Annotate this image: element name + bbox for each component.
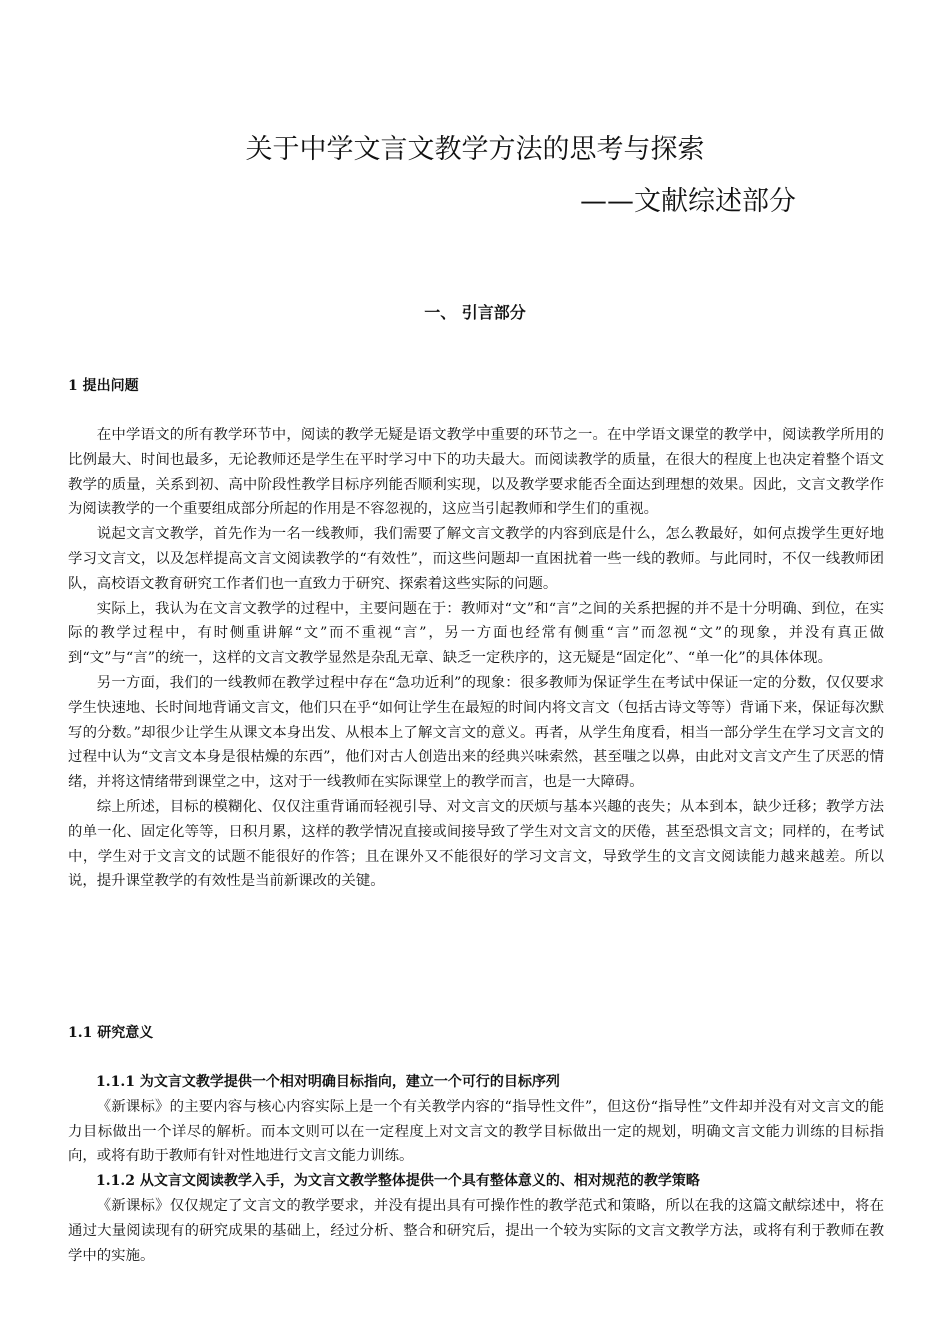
document-subtitle: ——文献综述部分 bbox=[580, 186, 796, 217]
paragraph: 综上所述，目标的模糊化、仅仅注重背诵而轻视引导、对文言文的厌烦与基本兴趣的丧失；从本到本，缺少迁移；教学方法的单一化、固定化等等，日积月累，这样的教学情况直接或间接导致了学生对文言文的厌倦，甚至恐惧文言文；同样的，在考试中，学生对于文言文的试题不能很好的作答；且在课外又不能很好的学习文言文，导致学生的文言文阅读能力越来越差。所以说，提升课堂教学的有效性是当前新课改的关键。 bbox=[68, 798, 884, 890]
paragraph: 说起文言文教学，首先作为一名一线教师，我们需要了解文言文教学的内容到底是什么，怎么教最好，如何点拨学生更好地学习文言文，以及怎样提高文言文阅读教学的“有效性”，而这些问题却一直困扰着一些一线的教师。与此同时，不仅一线教师团队，高校语文教育研究工作者们也一直致力于研究、探索着这些实际的问题。 bbox=[68, 526, 884, 592]
paragraph: 另一方面，我们的一线教师在教学过程中存在“急功近利”的现象：很多教师为保证学生在考试中保证一定的分数，仅仅要求学生快速地、长时间地背诵文言文，他们只在乎“如何让学生在最短的时间内将文言文（包括古诗文等等）背诵下来，保证每次默写的分数。”却很少让学生从课文本身出发、从根本上了解文言文的意义。再者，从学生角度看，相当一部分学生在学习文言文的过程中认为“文言文本身是很枯燥的东西”，他们对古人创造出来的经典兴味索然，甚至嗤之以鼻，由此对文言文产生了厌恶的情绪，并将这情绪带到课堂之中，这对于一线教师在实际课堂上的教学而言，也是一大障碍。 bbox=[68, 674, 884, 791]
heading-1: 1 提出问题 bbox=[68, 378, 139, 394]
section-heading: 一、 引言部分 bbox=[424, 303, 526, 322]
paragraph: 在中学语文的所有教学环节中，阅读的教学无疑是语文教学中重要的环节之一。在中学语文课堂的教学中，阅读教学所用的比例最大、时间也最多，无论教师还是学生在平时学习中下的功夫最大。而阅读教学的质量，在很大的程度上也决定着整个语文教学的质量，关系到初、高中阶段性教学目标序列能否顺利实现，以及教学要求能否全面达到理想的效果。因此，文言文教学作为阅读教学的一个重要组成部分所起的作用是不容忽视的，这应当引起教师和学生们的重视。 bbox=[68, 427, 884, 518]
body-section-1 bbox=[68, 423, 884, 894]
heading-1-1-2: 1.1.2 从文言文阅读教学入手，为文言文教学整体提供一个具有整体意义的、相对规范的教学策略 bbox=[96, 1173, 700, 1190]
heading-1-1-1: 1.1.1 为文言文教学提供一个相对明确目标指向，建立一个可行的目标序列 bbox=[96, 1074, 560, 1090]
paragraph: 《新课标》的主要内容与核心内容实际上是一个有关教学内容的“指导性文件”，但这份“指导性”文件却并没有对文言文的能力目标做出一个详尽的解析。而本文则可以在一定程度上对文言文的教学目标做出一定的规划，明确文言文能力训练的目标指向，或将有助于教师有针对性地进行文言文能力训练。 bbox=[68, 1098, 884, 1165]
document-title: 关于中学文言文教学方法的思考与探索 bbox=[245, 134, 705, 165]
heading-1-1: 1.1 研究意义 bbox=[68, 1025, 154, 1041]
paragraph: 《新课标》仅仅规定了文言文的教学要求，并没有提出具有可操作性的教学范式和策略，所以在我的这篇文献综述中，将在通过大量阅读现有的研究成果的基础上，经过分析、整合和研究后，提出一个较为实际的文言文教学方法，或将有利于教师在教学中的实施。 bbox=[68, 1197, 884, 1264]
body-section-1-1 bbox=[68, 1070, 884, 1268]
paragraph: 实际上，我认为在文言文教学的过程中，主要问题在于：教师对“文”和“言”之间的关系把握的并不是十分明确、到位，在实际的教学过程中，有时侧重讲解“文”而不重视“言”，另一方面也经常有侧重“言”而忽视“文”的现象，并没有真正做到“文”与“言”的统一，这样的文言文教学显然是杂乱无章、缺乏一定秩序的，这无疑是“固定化”、“单一化”的具体体现。 bbox=[68, 600, 884, 667]
